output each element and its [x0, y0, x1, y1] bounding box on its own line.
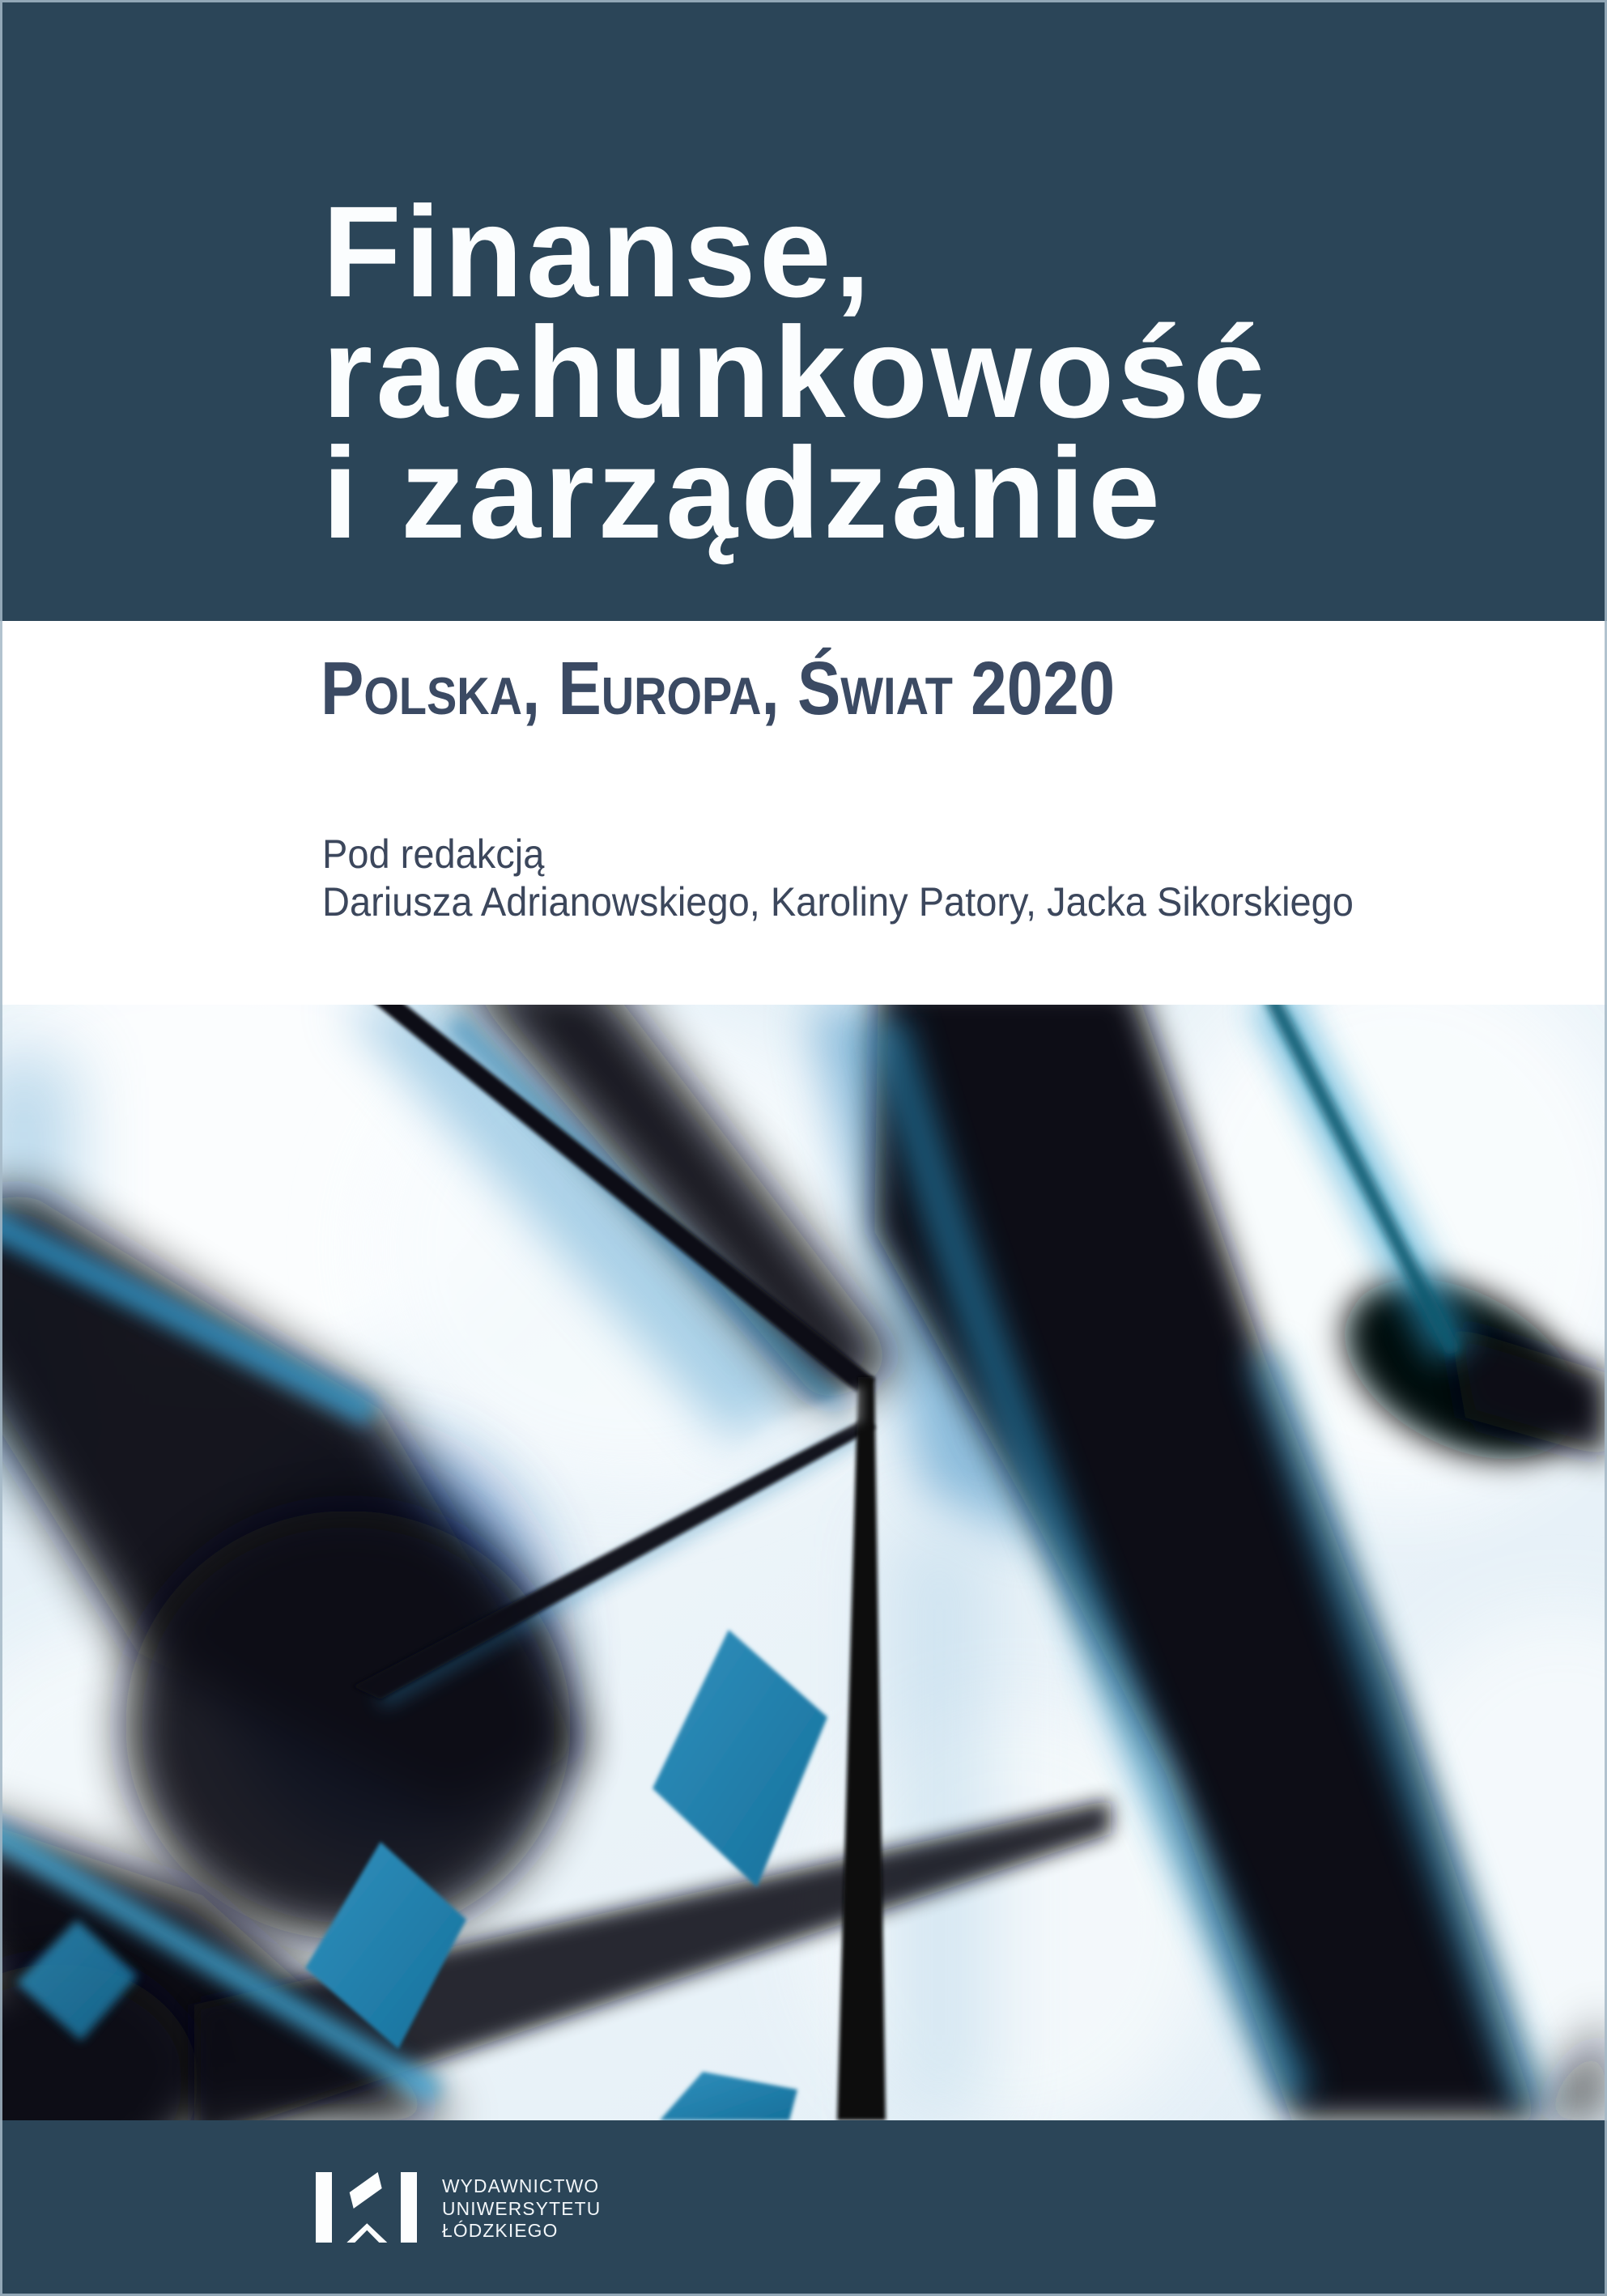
cover-photo [0, 1005, 1607, 2120]
publisher-logo-icon [316, 2172, 417, 2243]
title-line-3: i zarządzanie [322, 420, 1164, 565]
publisher-line-2: UNIWERSYTETU [442, 2197, 602, 2219]
title-line-2: rachunkowość [322, 300, 1269, 444]
publisher-name [442, 2175, 601, 2243]
title-line-1: Finanse, [322, 179, 874, 324]
byline-label: Pod redakcją [322, 831, 545, 877]
publisher-line-3: ŁÓDZKIEGO [442, 2220, 559, 2242]
byline-editors: Dariusza Adrianowskiego, Karoliny Patory, Jacka Sikorskiego [322, 879, 1354, 925]
subtitle: Polska, Europa, Świat 2020 [321, 646, 1116, 730]
publisher-line-1: WYDAWNICTWO [442, 2175, 600, 2196]
publisher-band [0, 2120, 1607, 2296]
title-band [0, 0, 1607, 621]
book-title [322, 179, 1269, 565]
editors-byline [322, 831, 1354, 926]
glass-lattice-illustration [0, 1005, 1607, 2120]
